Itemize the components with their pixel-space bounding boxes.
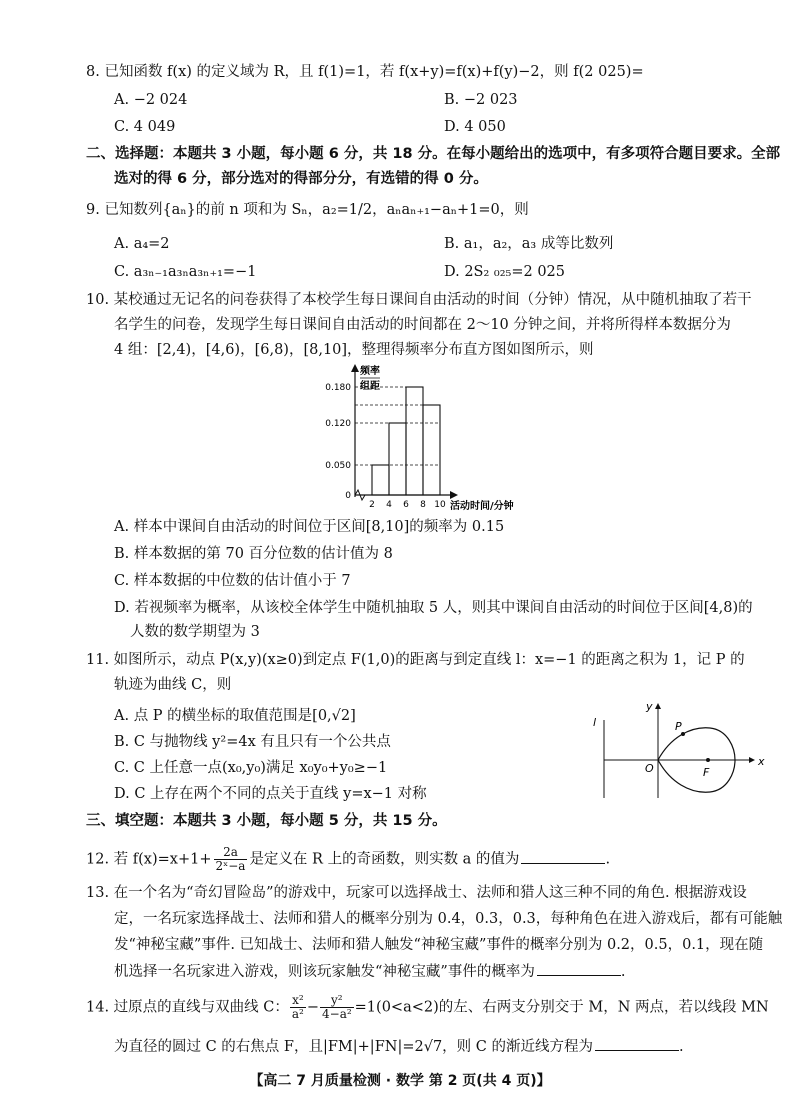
x-axis-arrow xyxy=(450,491,458,499)
q13-answer-blank[interactable] xyxy=(537,961,621,976)
q12-end: . xyxy=(605,851,611,868)
y-label-top: 频率 xyxy=(360,366,380,377)
q14-post: =1(0<a<2)的左、右两支分别交于 M，N 两点，若以线段 MN xyxy=(354,999,769,1016)
q13-end: . xyxy=(620,964,626,980)
xtick-label-4: 10 xyxy=(434,500,446,510)
bar-3 xyxy=(423,405,440,495)
q13-line4-text: 机选择一名玩家进入游戏，则该玩家触发“神秘宝藏”事件的概率为 xyxy=(114,964,535,980)
label-y: y xyxy=(646,700,653,713)
q14-stem-line1 xyxy=(86,994,769,1021)
q14-frac1-num: x² xyxy=(290,994,306,1008)
q8-option-d: D. 4 050 xyxy=(444,119,506,135)
q13-stem-line1: 13. 在一个名为“奇幻冒险岛”的游戏中，玩家可以选择战士、法师和猎人这三种不同的角色. 根据游戏设 xyxy=(86,885,747,901)
label-l: l xyxy=(593,716,597,729)
label-origin: O xyxy=(645,762,654,775)
q8-option-c: C. 4 049 xyxy=(114,119,176,135)
ytick-label-2: 0.050 xyxy=(325,461,351,471)
q10-option-b: B. 样本数据的第 70 百分位数的估计值为 8 xyxy=(114,546,393,562)
q10-option-c: C. 样本数据的中位数的估计值小于 7 xyxy=(114,573,351,589)
x-axis-label: 活动时间/分钟 xyxy=(450,501,514,512)
q14-frac1-den: a² xyxy=(291,1007,304,1021)
q9-option-c: C. a₃ₙ₋₁a₃ₙa₃ₙ₊₁=−1 xyxy=(114,264,257,280)
page-footer: 【高二 7 月质量检测 · 数学 第 2 页(共 4 页)】 xyxy=(249,1073,551,1089)
y-label-bottom: 组距 xyxy=(360,381,380,392)
q10-option-a: A. 样本中课间自由活动的时间位于区间[8,10]的频率为 0.15 xyxy=(114,519,505,535)
ytick-label-1: 0.120 xyxy=(325,419,351,429)
q11-option-d: D. C 上存在两个不同的点关于直线 y=x−1 对称 xyxy=(114,786,427,802)
xtick-label-0: 2 xyxy=(369,500,375,510)
q14-end: . xyxy=(678,1039,684,1055)
q14-line2-text: 为直径的圆过 C 的右焦点 F，且|FM|+|FN|=2√7，则 C 的渐近线方程为 xyxy=(114,1039,593,1055)
histogram-chart xyxy=(325,362,580,512)
label-f: F xyxy=(703,766,710,779)
q12-fraction-num: 2a xyxy=(214,846,248,860)
section2-heading: 二、选择题：本题共 3 小题，每小题 6 分，共 18 分。在每小题给出的选项中，有多项符合题目要求。全部 xyxy=(86,146,781,162)
q9-option-d: D. 2S₂ ₀₂₅=2 025 xyxy=(444,264,566,280)
ytick-label-0: 0.180 xyxy=(325,383,351,393)
q11-option-b: B. C 与抛物线 y²=4x 有且只有一个公共点 xyxy=(114,734,391,750)
q12-pre: 12. 若 f(x)=x+1+ xyxy=(86,851,212,868)
q11-stem-line2: 轨迹为曲线 C，则 xyxy=(114,677,232,693)
q10-option-d: D. 若视频率为概率，从该校全体学生中随机抽取 5 人，则其中课间自由活动的时间位于区间[4,8)的 xyxy=(114,600,753,616)
q10-option-d-cont: 人数的数学期望为 3 xyxy=(130,624,260,640)
q13-stem-line3: 发“神秘宝藏”事件. 已知战士、法师和猎人触发“神秘宝藏”事件的概率分别为 0.2，0.5，0.1，现在随 xyxy=(114,937,764,953)
label-p: P xyxy=(675,720,682,733)
q12-fraction-den: 2ˣ−a xyxy=(215,859,246,873)
q14-frac2-num: y² xyxy=(320,994,354,1008)
q14-frac2-den: 4−a² xyxy=(322,1007,352,1021)
bar-1 xyxy=(389,423,406,495)
q12-line xyxy=(86,846,610,873)
q9-option-a: A. a₄=2 xyxy=(114,236,170,252)
q10-stem-line2: 名学生的问卷，发现学生每日课间自由活动的时间都在 2～10 分钟之间，并将所得样本数据分为 xyxy=(114,317,731,333)
q14-pre: 14. 过原点的直线与双曲线 C： xyxy=(86,999,289,1016)
q10-stem-line1: 10. 某校通过无记名的问卷获得了本校学生每日课间自由活动的时间（分钟）情况，从中随机抽取了若干 xyxy=(86,292,752,308)
q13-stem-line4 xyxy=(114,961,625,982)
q11-stem-line1: 11. 如图所示，动点 P(x,y)(x≥0)到定点 F(1,0)的距离与到定直线 l：x=−1 的距离之积为 1，记 P 的 xyxy=(86,652,745,668)
q9-stem: 9. 已知数列{aₙ}的前 n 项和为 Sₙ，a₂=1/2，aₙaₙ₊₁−aₙ+1=0，则 xyxy=(86,202,529,218)
q14-answer-blank[interactable] xyxy=(595,1036,679,1051)
bar-0 xyxy=(372,465,389,495)
ytick-label-3: 0 xyxy=(345,491,351,501)
q8-option-b: B. −2 023 xyxy=(444,92,518,108)
q11-option-a: A. 点 P 的横坐标的取值范围是[0,√2] xyxy=(114,708,356,724)
section2-heading-cont: 选对的得 6 分，部分选对的得部分分，有选错的得 0 分。 xyxy=(114,171,488,187)
q8-option-a: A. −2 024 xyxy=(114,92,188,108)
q8-stem: 8. 已知函数 f(x) 的定义域为 R，且 f(1)=1，若 f(x+y)=f(x)+f(y)−2，则 f(2 025)= xyxy=(86,64,644,80)
point-f xyxy=(706,758,710,762)
section3-heading: 三、填空题：本题共 3 小题，每小题 5 分，共 15 分。 xyxy=(86,813,447,829)
q12-post: 是定义在 R 上的奇函数，则实数 a 的值为 xyxy=(249,851,520,868)
y-axis-arrow xyxy=(351,364,359,372)
q13-stem-line2: 定，一名玩家选择战士、法师和猎人的概率分别为 0.4，0.3，0.3，每种角色在进入游戏后，都有可能触 xyxy=(114,911,783,927)
bar-2 xyxy=(406,387,423,495)
xtick-label-1: 4 xyxy=(386,500,392,510)
q10-stem-line3: 4 组：[2,4)，[4,6)，[6,8)，[8,10]，整理得频率分布直方图如图所示，则 xyxy=(114,342,594,358)
q14-stem-line2 xyxy=(114,1036,684,1057)
q12-answer-blank[interactable] xyxy=(521,849,605,864)
xtick-label-2: 6 xyxy=(403,500,409,510)
curve-figure xyxy=(590,698,775,803)
xtick-label-3: 8 xyxy=(420,500,426,510)
q14-minus: − xyxy=(306,999,319,1016)
label-x: x xyxy=(758,755,765,768)
q11-option-c: C. C 上任意一点(x₀,y₀)满足 x₀y₀+y₀≥−1 xyxy=(114,760,388,776)
q9-option-b: B. a₁，a₂，a₃ 成等比数列 xyxy=(444,236,614,252)
